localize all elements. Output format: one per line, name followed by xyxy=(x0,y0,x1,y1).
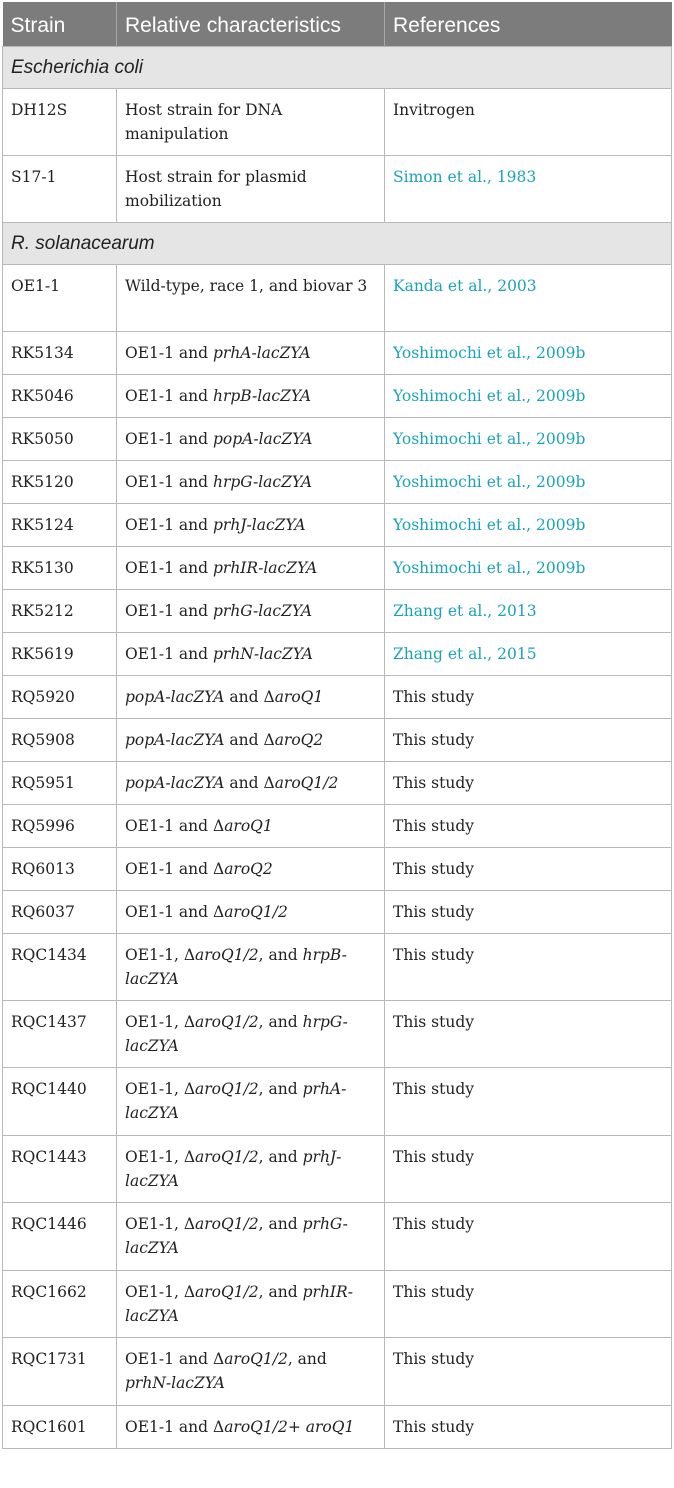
strain-cell: RQ6013 xyxy=(3,847,117,890)
table-row xyxy=(3,1067,672,1135)
reference-link[interactable]: Yoshimochi et al., 2009b xyxy=(385,331,672,374)
strain-cell: DH12S xyxy=(3,88,117,155)
table-row xyxy=(3,847,672,890)
strain-cell: RQC1440 xyxy=(3,1067,117,1135)
reference-cell: This study xyxy=(385,804,672,847)
table-row xyxy=(3,761,672,804)
group-row xyxy=(3,222,672,264)
characteristics-cell: OE1-1 and prhJ-lacZYA xyxy=(117,503,385,546)
group-row xyxy=(3,46,672,88)
reference-cell: This study xyxy=(385,933,672,1000)
characteristics-cell: OE1-1 and ΔaroQ1/2 xyxy=(117,890,385,933)
table-row xyxy=(3,675,672,718)
table-row xyxy=(3,1405,672,1448)
reference-cell: This study xyxy=(385,847,672,890)
table-row xyxy=(3,546,672,589)
table-row xyxy=(3,589,672,632)
strain-cell: RK5046 xyxy=(3,374,117,417)
header-characteristics: Relative characteristics xyxy=(117,2,385,46)
characteristics-cell: OE1-1 and prhG-lacZYA xyxy=(117,589,385,632)
table-row xyxy=(3,155,672,222)
table-row xyxy=(3,1135,672,1202)
strain-cell: RK5120 xyxy=(3,460,117,503)
table-row xyxy=(3,1270,672,1337)
strain-cell: RK5134 xyxy=(3,331,117,374)
strain-cell: RQC1437 xyxy=(3,1000,117,1067)
characteristics-cell: OE1-1, ΔaroQ1/2, and prhG-lacZYA xyxy=(117,1202,385,1270)
strain-cell: OE1-1 xyxy=(3,264,117,331)
characteristics-cell: OE1-1, ΔaroQ1/2, and prhJ-lacZYA xyxy=(117,1135,385,1202)
strain-cell: RK5050 xyxy=(3,417,117,460)
characteristics-cell: OE1-1 and hrpB-lacZYA xyxy=(117,374,385,417)
characteristics-cell: OE1-1 and ΔaroQ2 xyxy=(117,847,385,890)
reference-cell: This study xyxy=(385,718,672,761)
strain-cell: RQ5996 xyxy=(3,804,117,847)
characteristics-cell: OE1-1 and hrpG-lacZYA xyxy=(117,460,385,503)
strain-cell: RQC1731 xyxy=(3,1337,117,1405)
table-row xyxy=(3,460,672,503)
characteristics-cell: OE1-1 and prhA-lacZYA xyxy=(117,331,385,374)
reference-link[interactable]: Kanda et al., 2003 xyxy=(385,264,672,331)
characteristics-cell: OE1-1, ΔaroQ1/2, and hrpG-lacZYA xyxy=(117,1000,385,1067)
strain-cell: RQC1443 xyxy=(3,1135,117,1202)
table-row xyxy=(3,933,672,1000)
header-references: References xyxy=(385,2,672,46)
characteristics-cell: OE1-1, ΔaroQ1/2, and hrpB-lacZYA xyxy=(117,933,385,1000)
characteristics-cell: OE1-1 and ΔaroQ1/2+ aroQ1 xyxy=(117,1405,385,1448)
strain-cell: RQ5908 xyxy=(3,718,117,761)
strain-cell: RK5619 xyxy=(3,632,117,675)
characteristics-cell: OE1-1 and prhN-lacZYA xyxy=(117,632,385,675)
reference-cell: This study xyxy=(385,1135,672,1202)
table-row xyxy=(3,417,672,460)
table-row xyxy=(3,503,672,546)
characteristics-cell: popA-lacZYA and ΔaroQ1/2 xyxy=(117,761,385,804)
reference-link[interactable]: Zhang et al., 2015 xyxy=(385,632,672,675)
characteristics-cell: OE1-1 and ΔaroQ1/2, and prhN-lacZYA xyxy=(117,1337,385,1405)
reference-cell: This study xyxy=(385,761,672,804)
reference-cell: This study xyxy=(385,1270,672,1337)
reference-cell: This study xyxy=(385,1337,672,1405)
table-row xyxy=(3,1202,672,1270)
strain-cell: S17-1 xyxy=(3,155,117,222)
table-row xyxy=(3,331,672,374)
reference-cell: This study xyxy=(385,675,672,718)
table-row xyxy=(3,632,672,675)
characteristics-cell: popA-lacZYA and ΔaroQ2 xyxy=(117,718,385,761)
reference-link[interactable]: Yoshimochi et al., 2009b xyxy=(385,460,672,503)
reference-cell: This study xyxy=(385,1405,672,1448)
strain-table xyxy=(2,2,672,1449)
header-row xyxy=(3,2,672,46)
table-row xyxy=(3,804,672,847)
table-row xyxy=(3,890,672,933)
reference-link[interactable]: Yoshimochi et al., 2009b xyxy=(385,546,672,589)
table-body xyxy=(3,46,672,1448)
table-row xyxy=(3,264,672,331)
table-row xyxy=(3,374,672,417)
reference-link[interactable]: Yoshimochi et al., 2009b xyxy=(385,374,672,417)
strain-cell: RK5124 xyxy=(3,503,117,546)
strain-cell: RQC1434 xyxy=(3,933,117,1000)
strain-cell: RQ5951 xyxy=(3,761,117,804)
table-row xyxy=(3,718,672,761)
strain-cell: RK5212 xyxy=(3,589,117,632)
group-label: R. solanacearum xyxy=(3,222,672,264)
reference-cell: This study xyxy=(385,1067,672,1135)
table-header xyxy=(3,2,672,46)
strain-cell: RQ6037 xyxy=(3,890,117,933)
table-row xyxy=(3,88,672,155)
characteristics-cell: Wild-type, race 1, and biovar 3 xyxy=(117,264,385,331)
strain-cell: RK5130 xyxy=(3,546,117,589)
characteristics-cell: OE1-1, ΔaroQ1/2, and prhA-lacZYA xyxy=(117,1067,385,1135)
characteristics-cell: OE1-1, ΔaroQ1/2, and prhIR-lacZYA xyxy=(117,1270,385,1337)
characteristics-cell: Host strain for DNA manipulation xyxy=(117,88,385,155)
strain-cell: RQC1446 xyxy=(3,1202,117,1270)
reference-link[interactable]: Yoshimochi et al., 2009b xyxy=(385,417,672,460)
reference-cell: This study xyxy=(385,1202,672,1270)
characteristics-cell: popA-lacZYA and ΔaroQ1 xyxy=(117,675,385,718)
table-row xyxy=(3,1337,672,1405)
group-label: Escherichia coli xyxy=(3,46,672,88)
reference-link[interactable]: Zhang et al., 2013 xyxy=(385,589,672,632)
reference-cell: This study xyxy=(385,890,672,933)
strain-cell: RQ5920 xyxy=(3,675,117,718)
characteristics-cell: OE1-1 and popA-lacZYA xyxy=(117,417,385,460)
characteristics-cell: Host strain for plasmid mobilization xyxy=(117,155,385,222)
strain-cell: RQC1601 xyxy=(3,1405,117,1448)
header-strain: Strain xyxy=(3,2,117,46)
reference-link[interactable]: Yoshimochi et al., 2009b xyxy=(385,503,672,546)
strain-cell: RQC1662 xyxy=(3,1270,117,1337)
reference-cell: This study xyxy=(385,1000,672,1067)
table-row xyxy=(3,1000,672,1067)
characteristics-cell: OE1-1 and prhIR-lacZYA xyxy=(117,546,385,589)
reference-cell: Invitrogen xyxy=(385,88,672,155)
characteristics-cell: OE1-1 and ΔaroQ1 xyxy=(117,804,385,847)
reference-link[interactable]: Simon et al., 1983 xyxy=(385,155,672,222)
